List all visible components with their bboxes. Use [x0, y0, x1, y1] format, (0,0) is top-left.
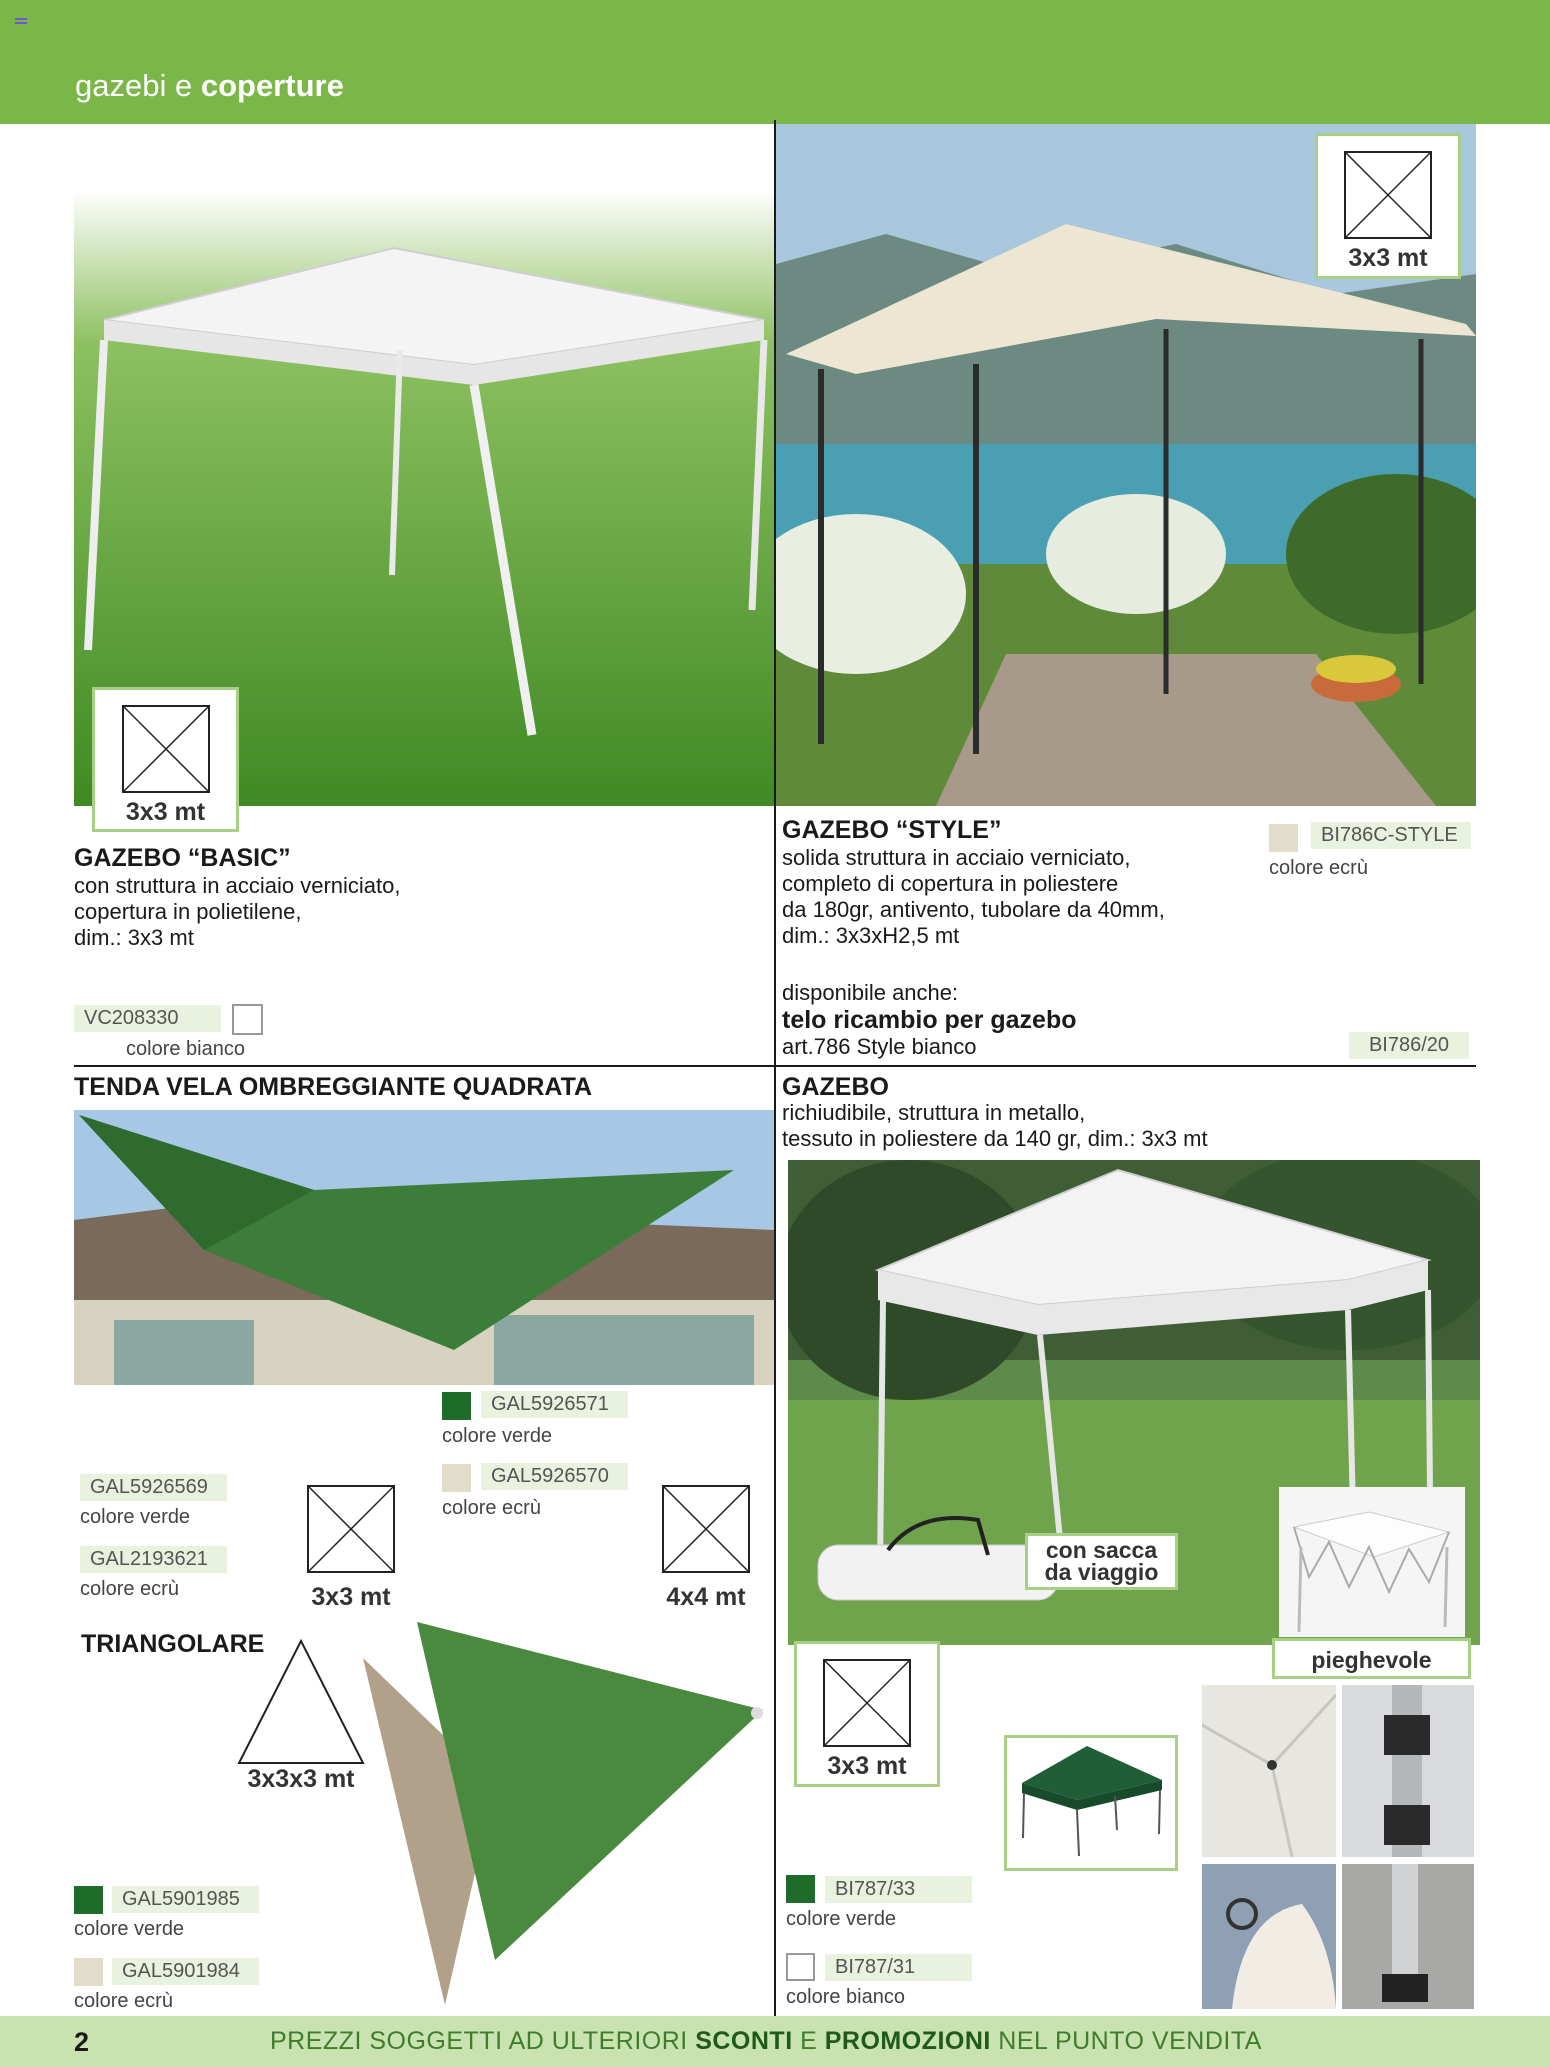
- style-desc-line: solida struttura in acciaio verniciato,: [782, 845, 1131, 870]
- swatch-white: [786, 1953, 815, 1981]
- footer-text-part: NEL PUNTO VENDITA: [990, 2027, 1262, 2055]
- footer-text-part: E: [792, 2027, 825, 2055]
- bag-badge: [1025, 1533, 1178, 1590]
- folding-title: GAZEBO: [782, 1073, 889, 1101]
- style-code: BI786C-STYLE: [1311, 822, 1471, 849]
- swatch-green: [442, 1392, 471, 1420]
- bag-label-line: da viaggio: [1044, 1559, 1159, 1585]
- basic-desc-line: dim.: 3x3 mt: [74, 925, 194, 950]
- basic-title: GAZEBO “BASIC”: [74, 844, 291, 872]
- detail-photo-1: [1202, 1685, 1336, 1857]
- swatch-ecru: [442, 1464, 471, 1492]
- page-section-title: [75, 68, 344, 104]
- vela-color-ecru-4: colore ecrù: [442, 1497, 541, 1519]
- dimension-label: 3x3 mt: [827, 1752, 907, 1780]
- folding-desc-line: richiudibile, struttura in metallo,: [782, 1100, 1086, 1125]
- vela-code-ecru-4: GAL5926570: [481, 1463, 628, 1490]
- vela-code-green-4: GAL5926571: [481, 1391, 628, 1418]
- detail-photo-4: [1342, 1864, 1474, 2009]
- detail-photo-2: [1342, 1685, 1474, 1857]
- triangolare-title: TRIANGOLARE: [81, 1630, 265, 1658]
- dimension-box-folding: [794, 1641, 940, 1787]
- dimension-box-basic: [92, 687, 239, 832]
- dimension-4x4-square: [661, 1484, 751, 1612]
- vela-title: TENDA VELA OMBREGGIANTE QUADRATA: [74, 1073, 593, 1101]
- dimension-3x3-square: [306, 1484, 396, 1612]
- square-dimension-icon: [306, 1484, 396, 1574]
- swatch-ecru: [74, 1958, 103, 1986]
- style-also-desc: art.786 Style bianco: [782, 1034, 977, 1059]
- basic-code: VC208330: [74, 1005, 221, 1032]
- square-dimension-icon: [121, 704, 211, 794]
- footer-note: [270, 2027, 1262, 2056]
- style-also-code: BI786/20: [1349, 1032, 1469, 1059]
- basic-color: colore bianco: [126, 1038, 245, 1060]
- folded-frame-photo: [1279, 1487, 1465, 1637]
- folding-desc-line: tessuto in poliestere da 140 gr, dim.: 3x3 mt: [782, 1126, 1208, 1151]
- vela-code-green-3: GAL5926569: [80, 1474, 227, 1501]
- green-gazebo-photo: [1004, 1735, 1178, 1871]
- tri-code-green: GAL5901985: [112, 1886, 259, 1913]
- swatch-ecru: [1269, 824, 1298, 852]
- header-bar: [0, 0, 1550, 124]
- basic-desc-line: con struttura in acciaio verniciato,: [74, 873, 401, 898]
- triangle-sail-photo: [355, 1610, 775, 2010]
- square-dimension-icon: [1343, 150, 1433, 240]
- vela-color-green-4: colore verde: [442, 1425, 553, 1447]
- style-description: [782, 845, 1165, 949]
- basic-desc-line: copertura in polietilene,: [74, 899, 302, 924]
- footer-text-bold: SCONTI: [695, 2027, 793, 2055]
- menu-icon[interactable]: [15, 18, 27, 26]
- folding-color-green: colore verde: [786, 1908, 897, 1930]
- dimension-box-style: [1315, 133, 1461, 279]
- dimension-label: 3x3 mt: [311, 1583, 391, 1611]
- dimension-triangle: [236, 1638, 366, 1794]
- swatch-white: [232, 1004, 263, 1035]
- square-dimension-icon: [822, 1658, 912, 1748]
- style-desc-line: dim.: 3x3xH2,5 mt: [782, 923, 960, 948]
- style-desc-line: da 180gr, antivento, tubolare da 40mm,: [782, 897, 1165, 922]
- swatch-green: [74, 1886, 103, 1914]
- swatch-green: [786, 1875, 815, 1903]
- page-number: 2: [74, 2027, 90, 2057]
- bag-label-line: con sacca: [1045, 1537, 1158, 1563]
- folding-color-white: colore bianco: [786, 1986, 905, 2008]
- square-dimension-icon: [661, 1484, 751, 1574]
- section-title-bold: coperture: [200, 68, 344, 103]
- row-divider: [74, 1065, 1476, 1067]
- tri-color-ecru: colore ecrù: [74, 1990, 173, 2012]
- folding-code-white: BI787/31: [825, 1954, 972, 1981]
- vela-color-green-3: colore verde: [80, 1506, 191, 1528]
- footer-text-bold: PROMOZIONI: [824, 2027, 991, 2055]
- vela-code-ecru-3: GAL2193621: [80, 1546, 227, 1573]
- style-color: colore ecrù: [1269, 857, 1368, 879]
- fold-badge: pieghevole: [1272, 1638, 1471, 1679]
- basic-description: [74, 873, 401, 951]
- dimension-label: 3x3x3 mt: [247, 1765, 355, 1793]
- footer-text-part: PREZZI SOGGETTI AD ULTERIORI: [270, 2027, 696, 2055]
- triangle-dimension-icon: [236, 1638, 366, 1766]
- vela-color-ecru-3: colore ecrù: [80, 1578, 179, 1600]
- tri-code-ecru: GAL5901984: [112, 1958, 259, 1985]
- folding-code-green: BI787/33: [825, 1876, 972, 1903]
- dimension-label: 4x4 mt: [666, 1583, 746, 1611]
- dimension-label: 3x3 mt: [125, 798, 206, 826]
- style-also-label: disponibile anche:: [782, 980, 959, 1005]
- style-title: GAZEBO “STYLE”: [782, 816, 1002, 844]
- style-also-title: telo ricambio per gazebo: [782, 1006, 1077, 1034]
- style-desc-line: completo di copertura in poliestere: [782, 871, 1119, 896]
- folding-description: [782, 1100, 1208, 1152]
- detail-photo-3: [1202, 1864, 1336, 2009]
- tri-color-green: colore verde: [74, 1918, 185, 1940]
- dimension-label: 3x3 mt: [1348, 244, 1428, 272]
- vela-photo: [74, 1110, 774, 1385]
- section-title-light: gazebi e: [75, 68, 201, 103]
